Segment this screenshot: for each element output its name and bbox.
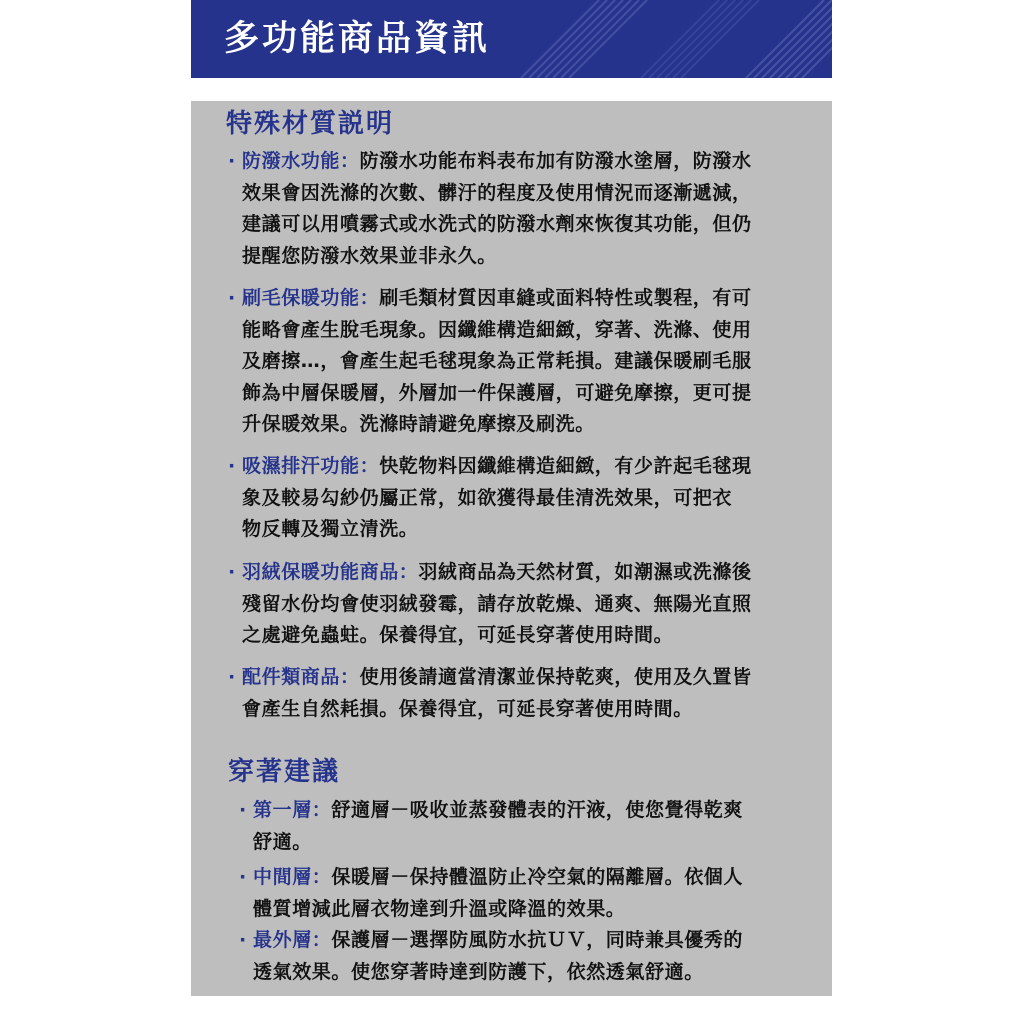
item-text: 刷毛類材質因車縫或面料特性或製程，有可 (379, 287, 752, 309)
list-item (228, 146, 818, 272)
bullet-dot: · (239, 866, 247, 888)
item-text: 使用後請適當清潔並保持乾爽，使用及久置皆 (359, 666, 752, 688)
list-item (239, 862, 814, 925)
list-item (228, 283, 818, 441)
bullet-dot: · (228, 455, 236, 477)
item-label: 防潑水功能： (242, 150, 360, 172)
item-text: 羽絨商品為天然材質，如潮濕或洗滌後 (418, 561, 752, 583)
item-text: 會產生自然耗損。保養得宜，可延長穿著使用時間。 (242, 697, 693, 720)
bullet-dot: · (228, 150, 236, 172)
bullet-dot: · (228, 561, 236, 583)
item-text: 效果會因洗滌的次數、髒汙的程度及使用情況而逐漸遞減， (242, 181, 752, 204)
item-text: 防潑水功能布料表布加有防潑水塗層，防潑水 (359, 150, 752, 172)
item-text: 象及較易勾紗仍屬正常，如欲獲得最佳清洗效果，可把衣 (242, 486, 733, 509)
list-item (239, 795, 814, 858)
item-text: 保暖層－保持體溫防止冷空氣的隔離層。依個人 (331, 866, 744, 888)
item-text: 殘留水份均會使羽絨發霉，請存放乾燥、通爽、無陽光直照 (242, 592, 752, 615)
item-label: 中間層： (253, 866, 332, 888)
item-label: 配件類商品： (242, 666, 360, 688)
item-text: 舒適層－吸收並蒸發體表的汗液，使您覺得乾爽 (331, 799, 744, 821)
item-text: 保護層－選擇防風防水抗ＵＶ，同時兼具優秀的 (331, 929, 744, 951)
page-title: 多功能商品資訊 (224, 19, 491, 59)
item-text: 建議可以用噴霧式或水洗式的防潑水劑來恢復其功能，但仍 (242, 213, 752, 235)
item-text: 能略會產生脫毛現象。因纖維構造細緻，穿著、洗滌、使用 (242, 318, 752, 341)
list-item (228, 662, 818, 725)
header-banner (191, 0, 832, 78)
item-text: 之處避免蟲蛀。保養得宜，可延長穿著使用時間。 (242, 624, 674, 646)
section-title-wearing: 穿著建議 (228, 757, 341, 787)
item-label: 吸濕排汗功能： (242, 455, 380, 477)
item-text: 物反轉及獨立清洗。 (242, 518, 419, 540)
item-label: 羽絨保暖功能商品： (242, 561, 419, 583)
item-label: 第一層： (253, 799, 332, 821)
bullet-dot: · (228, 287, 236, 309)
bullet-dot: · (239, 929, 247, 951)
item-text: 舒適。 (253, 830, 312, 853)
list-item (228, 557, 818, 652)
item-text: 透氣效果。使您穿著時達到防護下，依然透氣舒適。 (253, 960, 704, 983)
bullet-dot: · (239, 799, 247, 821)
item-text: 及磨擦…，會產生起毛毬現象為正常耗損。建議保暖刷毛服 (242, 350, 752, 372)
item-text: 飾為中層保暖層，外層加一件保護層，可避免摩擦，更可提 (242, 381, 752, 404)
item-text: 快乾物料因纖維構造細緻，有少許起毛毬現 (379, 455, 752, 477)
section-title-materials: 特殊材質説明 (226, 109, 395, 139)
item-text: 提醒您防潑水效果並非永久。 (242, 244, 497, 267)
item-text: 體質增減此層衣物達到升溫或降溫的效果。 (253, 897, 626, 920)
list-item (228, 451, 818, 546)
list-item (239, 925, 814, 988)
item-label: 刷毛保暖功能： (242, 287, 380, 309)
bullet-dot: · (228, 666, 236, 688)
item-label: 最外層： (253, 929, 332, 951)
item-text: 升保暖效果。洗滌時請避免摩擦及刷洗。 (242, 413, 595, 435)
